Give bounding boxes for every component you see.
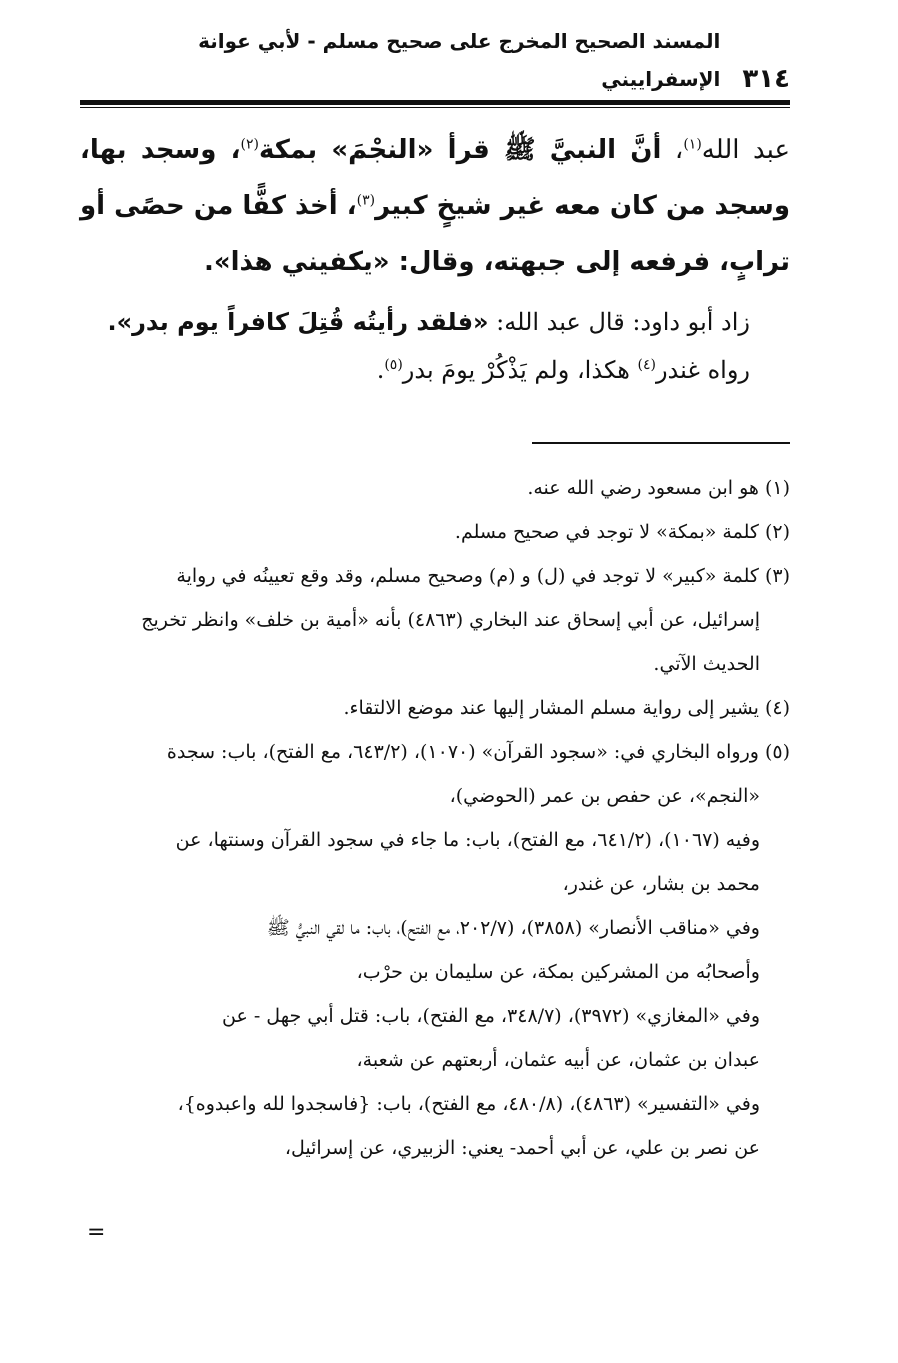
footnote-ref-5: (٥) [384, 357, 403, 373]
hadith-matn-4: «يكفيني هذا». [203, 247, 390, 277]
footnote-ref-2: (٢) [240, 136, 259, 153]
book-page [79, 29, 790, 1170]
hadith-text [80, 122, 790, 290]
footnote-5-continuation-4b: عن نصر بن علي، عن أبي أحمد- يعني: الزبيري، عن إسرائيل، [284, 1137, 760, 1159]
footnote-5-continuation-2b: وأصحابُه من المشركين بمكة، عن سليمان بن حرْب، [356, 961, 760, 983]
footnote-2 [80, 510, 790, 554]
footnotes [80, 466, 790, 1170]
hadith-lead: عبد الله [701, 135, 790, 165]
footnote-text: ورواه البخاري في: «سجود القرآن» (١٠٧٠)، (٦٤٣/٢، مع الفتح)، باب: سجدة [166, 741, 759, 763]
footnote-separator [532, 442, 790, 444]
footnote-text: يشير إلى رواية مسلم المشار إليها عند موضع الالتقاء. [343, 697, 759, 719]
hadith-sep: ، [661, 135, 684, 165]
ziyada-text: «فلقد رأيتُه قُتِلَ كافراً يوم بدر». [107, 308, 489, 336]
riwaya-c: . [376, 356, 385, 384]
footnote-5-continuation-3b: عبدان بن عثمان، عن أبيه عثمان، أربعتهم عن شعبة، [356, 1049, 760, 1071]
footnote-text: كلمة «بمكة» لا توجد في صحيح مسلم. [454, 521, 759, 543]
footnote-ref-1: (١) [683, 136, 702, 153]
riwaya-b: هكذا، ولم يَذْكُرْ يومَ بدر [402, 356, 638, 384]
footnote-number: (٢) [764, 521, 790, 543]
footnote-ref-4: (٤) [637, 357, 656, 373]
continuation-mark: = [87, 1220, 106, 1245]
footnote-5-continuation-1: وفيه (١٠٦٧)، (٦٤١/٢، مع الفتح)، باب: ما جاء في سجود القرآن وسنتها، عن [175, 829, 760, 851]
footnote-number: (٣) [764, 565, 790, 587]
riwaya-a: رواه غندر [655, 356, 750, 384]
footnote-4 [80, 686, 790, 730]
footnote-number: (٤) [764, 697, 790, 719]
hadith-matn-2: ، وسجد بها، وسجد من كان معه غير شيخٍ كبير [80, 135, 790, 221]
running-title: المسند الصحيح المخرج على صحيح مسلم - لأبي عوانة الإسفراييني [198, 29, 721, 91]
running-header [80, 29, 790, 98]
footnote-3-line-3: الحديث الآتي. [653, 653, 760, 675]
footnote-5 [80, 730, 790, 774]
footnote-1 [80, 466, 790, 510]
footnote-ref-3: (٣) [356, 192, 376, 209]
hadith-matn-3: ، أخذ كفًّا من حصًى أو ترابٍ، فرفعه إلى جبهته، وقال: [79, 191, 790, 277]
footnote-3 [80, 554, 790, 598]
ziyada-intro: زاد أبو داود: قال عبد الله: [488, 308, 750, 336]
footnote-text: هو ابن مسعود رضي الله عنه. [527, 477, 759, 499]
footnote-5-continuation-2: وفي «مناقب الأنصار» (٣٨٥٨)، (٢٠٢/٧، مع الفتح)، باب: ما لقي النبيُّ ﷺ [266, 917, 760, 939]
footnote-number: (١) [764, 477, 790, 499]
footnote-5-line-2: «النجم»، عن حفص بن عمر (الحوضي)، [449, 785, 760, 807]
riwaya-paragraph [80, 346, 790, 394]
footnote-3-line-2: إسرائيل، عن أبي إسحاق عند البخاري (٤٨٦٣) بأنه «أمية بن خلف» وانظر تخريج [141, 609, 760, 631]
header-rule-thick [80, 100, 790, 105]
hadith-matn-1: أنَّ النبيَّ ﷺ قرأ «النجْمَ» بمكة [259, 135, 662, 165]
footnote-5-continuation-1b: محمد بن بشار، عن غندر، [562, 873, 760, 895]
footnote-5-continuation-4: وفي «التفسير» (٤٨٦٣)، (٤٨٠/٨، مع الفتح)، باب: {فاسجدوا لله واعبدوه}، [177, 1093, 760, 1115]
footnote-5-continuation-3: وفي «المغازي» (٣٩٧٢)، (٣٤٨/٧، مع الفتح)، باب: قتل أبي جهل - عن [222, 1005, 760, 1027]
footnote-text: كلمة «كبير» لا توجد في (ل) و (م) وصحيح مسلم، وقد وقع تعيينُه في رواية [176, 565, 759, 587]
footnote-number: (٥) [764, 741, 790, 763]
page-number: ٣١٤ [742, 64, 790, 94]
ziyada-paragraph [80, 298, 790, 346]
header-rule-thin [80, 107, 790, 108]
